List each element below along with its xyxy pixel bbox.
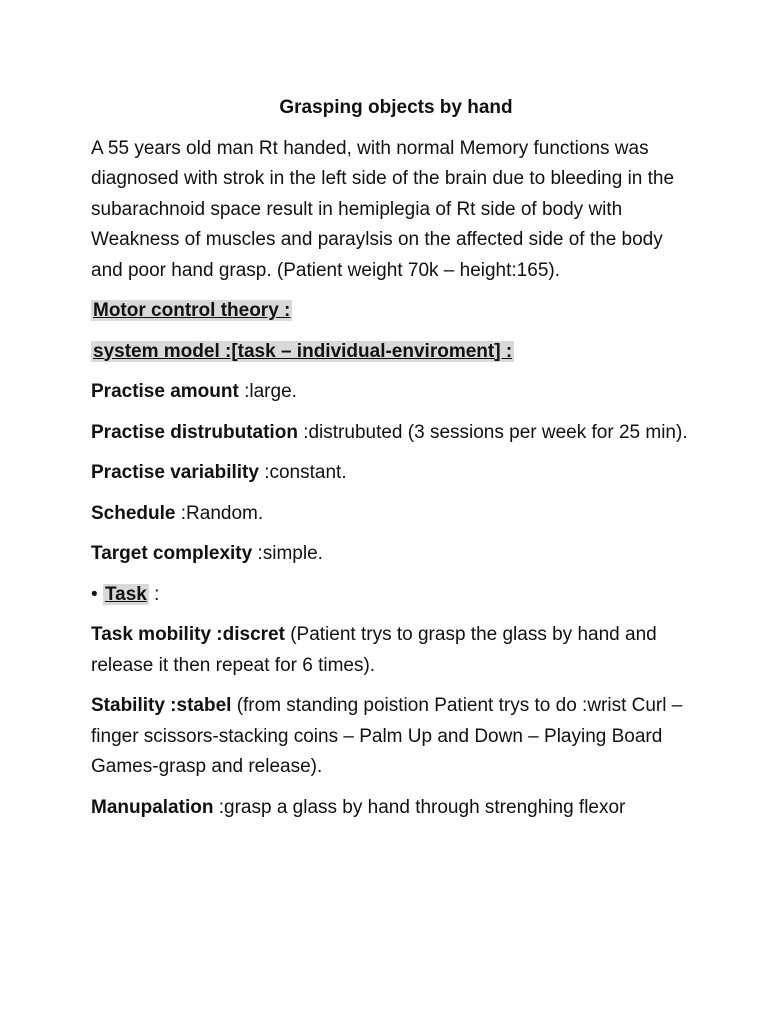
item-practise-variability bbox=[91, 458, 691, 489]
item-text: :distrubuted (3 sessions per week for 25 min). bbox=[297, 421, 688, 443]
item-target-complexity bbox=[91, 539, 691, 570]
document-title: Grasping objects by hand bbox=[279, 97, 513, 118]
item-label: Practise variability bbox=[91, 462, 259, 483]
intro-paragraph: A 55 years old man Rt handed, with normal Memory functions was diagnosed with strok in the left side of the brain due to bleeding in the subarachnoid space result in hemiplegia of Rt side of body with Weakness of muscles and paraylsis on the affected side of the body and poor hand grasp. (Patient weight 70k – height:165). bbox=[91, 137, 675, 281]
item-schedule bbox=[91, 499, 691, 530]
bullet-icon: • bbox=[91, 583, 98, 605]
item-practise-amount bbox=[91, 377, 691, 408]
heading-motor-control bbox=[91, 296, 691, 327]
task-item-text: :grasp a glass by hand through strenghing flexor bbox=[213, 796, 626, 818]
item-label: Target complexity bbox=[91, 543, 253, 564]
task-heading bbox=[91, 580, 691, 611]
task-heading-colon: : bbox=[148, 583, 160, 605]
item-text: :Random. bbox=[175, 502, 264, 524]
task-heading-label: Task bbox=[104, 583, 147, 605]
document-content bbox=[91, 93, 691, 833]
task-item-text: (from standing poistion Patient trys to do :wrist Curl – finger scissors-stacking coins – Palm Up and Down – Playing Board Games-grasp and release). bbox=[91, 695, 683, 777]
item-text: :simple. bbox=[252, 543, 323, 564]
item-text: :constant. bbox=[258, 462, 347, 483]
task-item-label: Task mobility :discret bbox=[91, 624, 285, 645]
heading-motor-control-text: Motor control theory : bbox=[93, 300, 291, 321]
item-text: :large. bbox=[238, 381, 297, 402]
task-item-text: (Patient trys to grasp the glass by hand and release it then repeat for 6 times). bbox=[91, 624, 657, 676]
task-item-manipulation bbox=[91, 793, 691, 824]
item-label: Practise amount bbox=[91, 381, 239, 402]
task-item-label: Stability :stabel bbox=[91, 695, 232, 716]
task-item-stability bbox=[91, 691, 691, 783]
task-item-mobility bbox=[91, 620, 691, 681]
heading-system-model bbox=[91, 337, 691, 368]
heading-system-model-text: system model :[task – individual-enviroment] : bbox=[93, 340, 513, 362]
item-practise-distribution bbox=[91, 418, 691, 449]
item-label: Practise distrubutation bbox=[91, 421, 298, 443]
task-item-label: Manupalation bbox=[91, 796, 214, 818]
item-label: Schedule bbox=[91, 502, 176, 524]
